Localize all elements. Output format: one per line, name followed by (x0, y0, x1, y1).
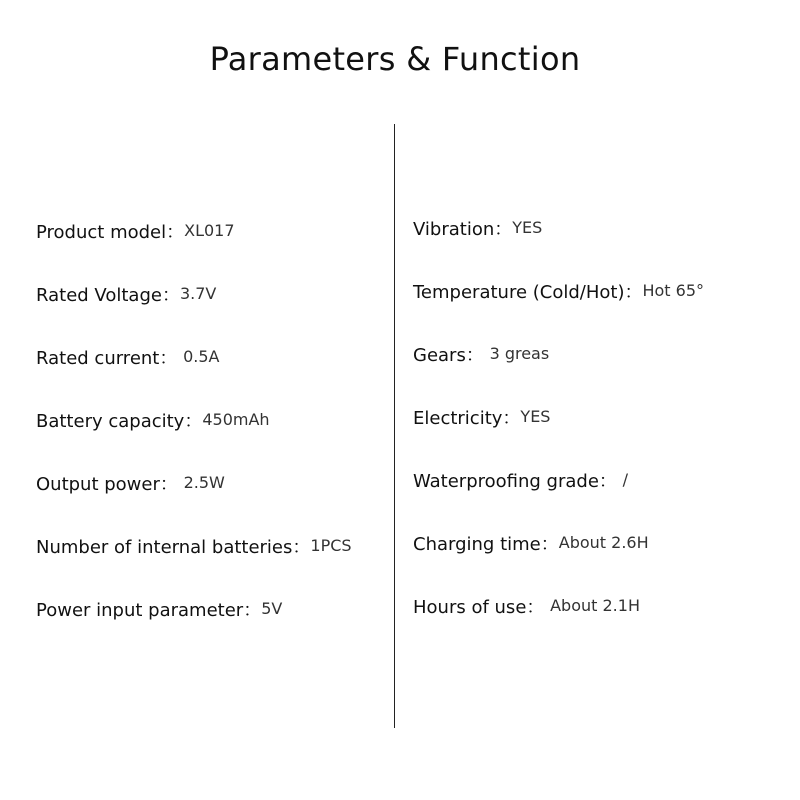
param-value: About 2.1H (550, 596, 640, 615)
param-label: Rated Voltage： (36, 285, 180, 306)
param-value: 3 greas (489, 344, 550, 363)
column-divider (394, 124, 395, 728)
param-row-rated-voltage (36, 285, 216, 307)
param-row-hours-of-use (413, 597, 640, 619)
param-label: Power input parameter： (36, 600, 262, 621)
param-row-rated-current (36, 348, 219, 370)
param-label: Charging time： (413, 534, 559, 555)
param-label: Gears： (413, 345, 490, 366)
param-value: 450mAh (202, 410, 270, 429)
param-row-charging-time (413, 534, 649, 556)
param-row-product-model (36, 222, 235, 244)
param-label: Product model： (36, 222, 185, 243)
param-value: YES (520, 407, 551, 426)
param-value: / (622, 470, 629, 489)
param-row-output-power (36, 474, 225, 496)
param-row-power-input (36, 600, 282, 622)
param-value: 1PCS (310, 536, 352, 555)
param-row-temperature (413, 282, 704, 304)
param-label: Battery capacity： (36, 411, 203, 432)
param-label: Waterproofing grade： (413, 471, 623, 492)
param-label: Vibration： (413, 219, 513, 240)
param-label: Hours of use： (413, 597, 551, 618)
param-row-vibration (413, 219, 542, 241)
param-label: Output power： (36, 474, 184, 495)
param-row-battery-capacity (36, 411, 270, 433)
param-value: 0.5A (183, 347, 220, 366)
param-value: XL017 (184, 221, 235, 240)
param-row-internal-batteries (36, 537, 352, 559)
param-row-waterproofing (413, 471, 628, 493)
param-label: Electricity： (413, 408, 521, 429)
param-value: 5V (261, 599, 283, 618)
page-title: Parameters & Function (209, 40, 581, 78)
param-value: About 2.6H (558, 533, 649, 552)
param-label: Number of internal batteries： (36, 537, 311, 558)
param-row-electricity (413, 408, 550, 430)
param-label: Temperature (Cold/Hot)： (413, 282, 643, 303)
param-value: 2.5W (183, 473, 225, 492)
param-value: YES (512, 218, 543, 237)
param-label: Rated current： (36, 348, 184, 369)
param-value: Hot 65° (642, 281, 705, 300)
param-row-gears (413, 345, 549, 367)
param-value: 3.7V (179, 284, 217, 303)
